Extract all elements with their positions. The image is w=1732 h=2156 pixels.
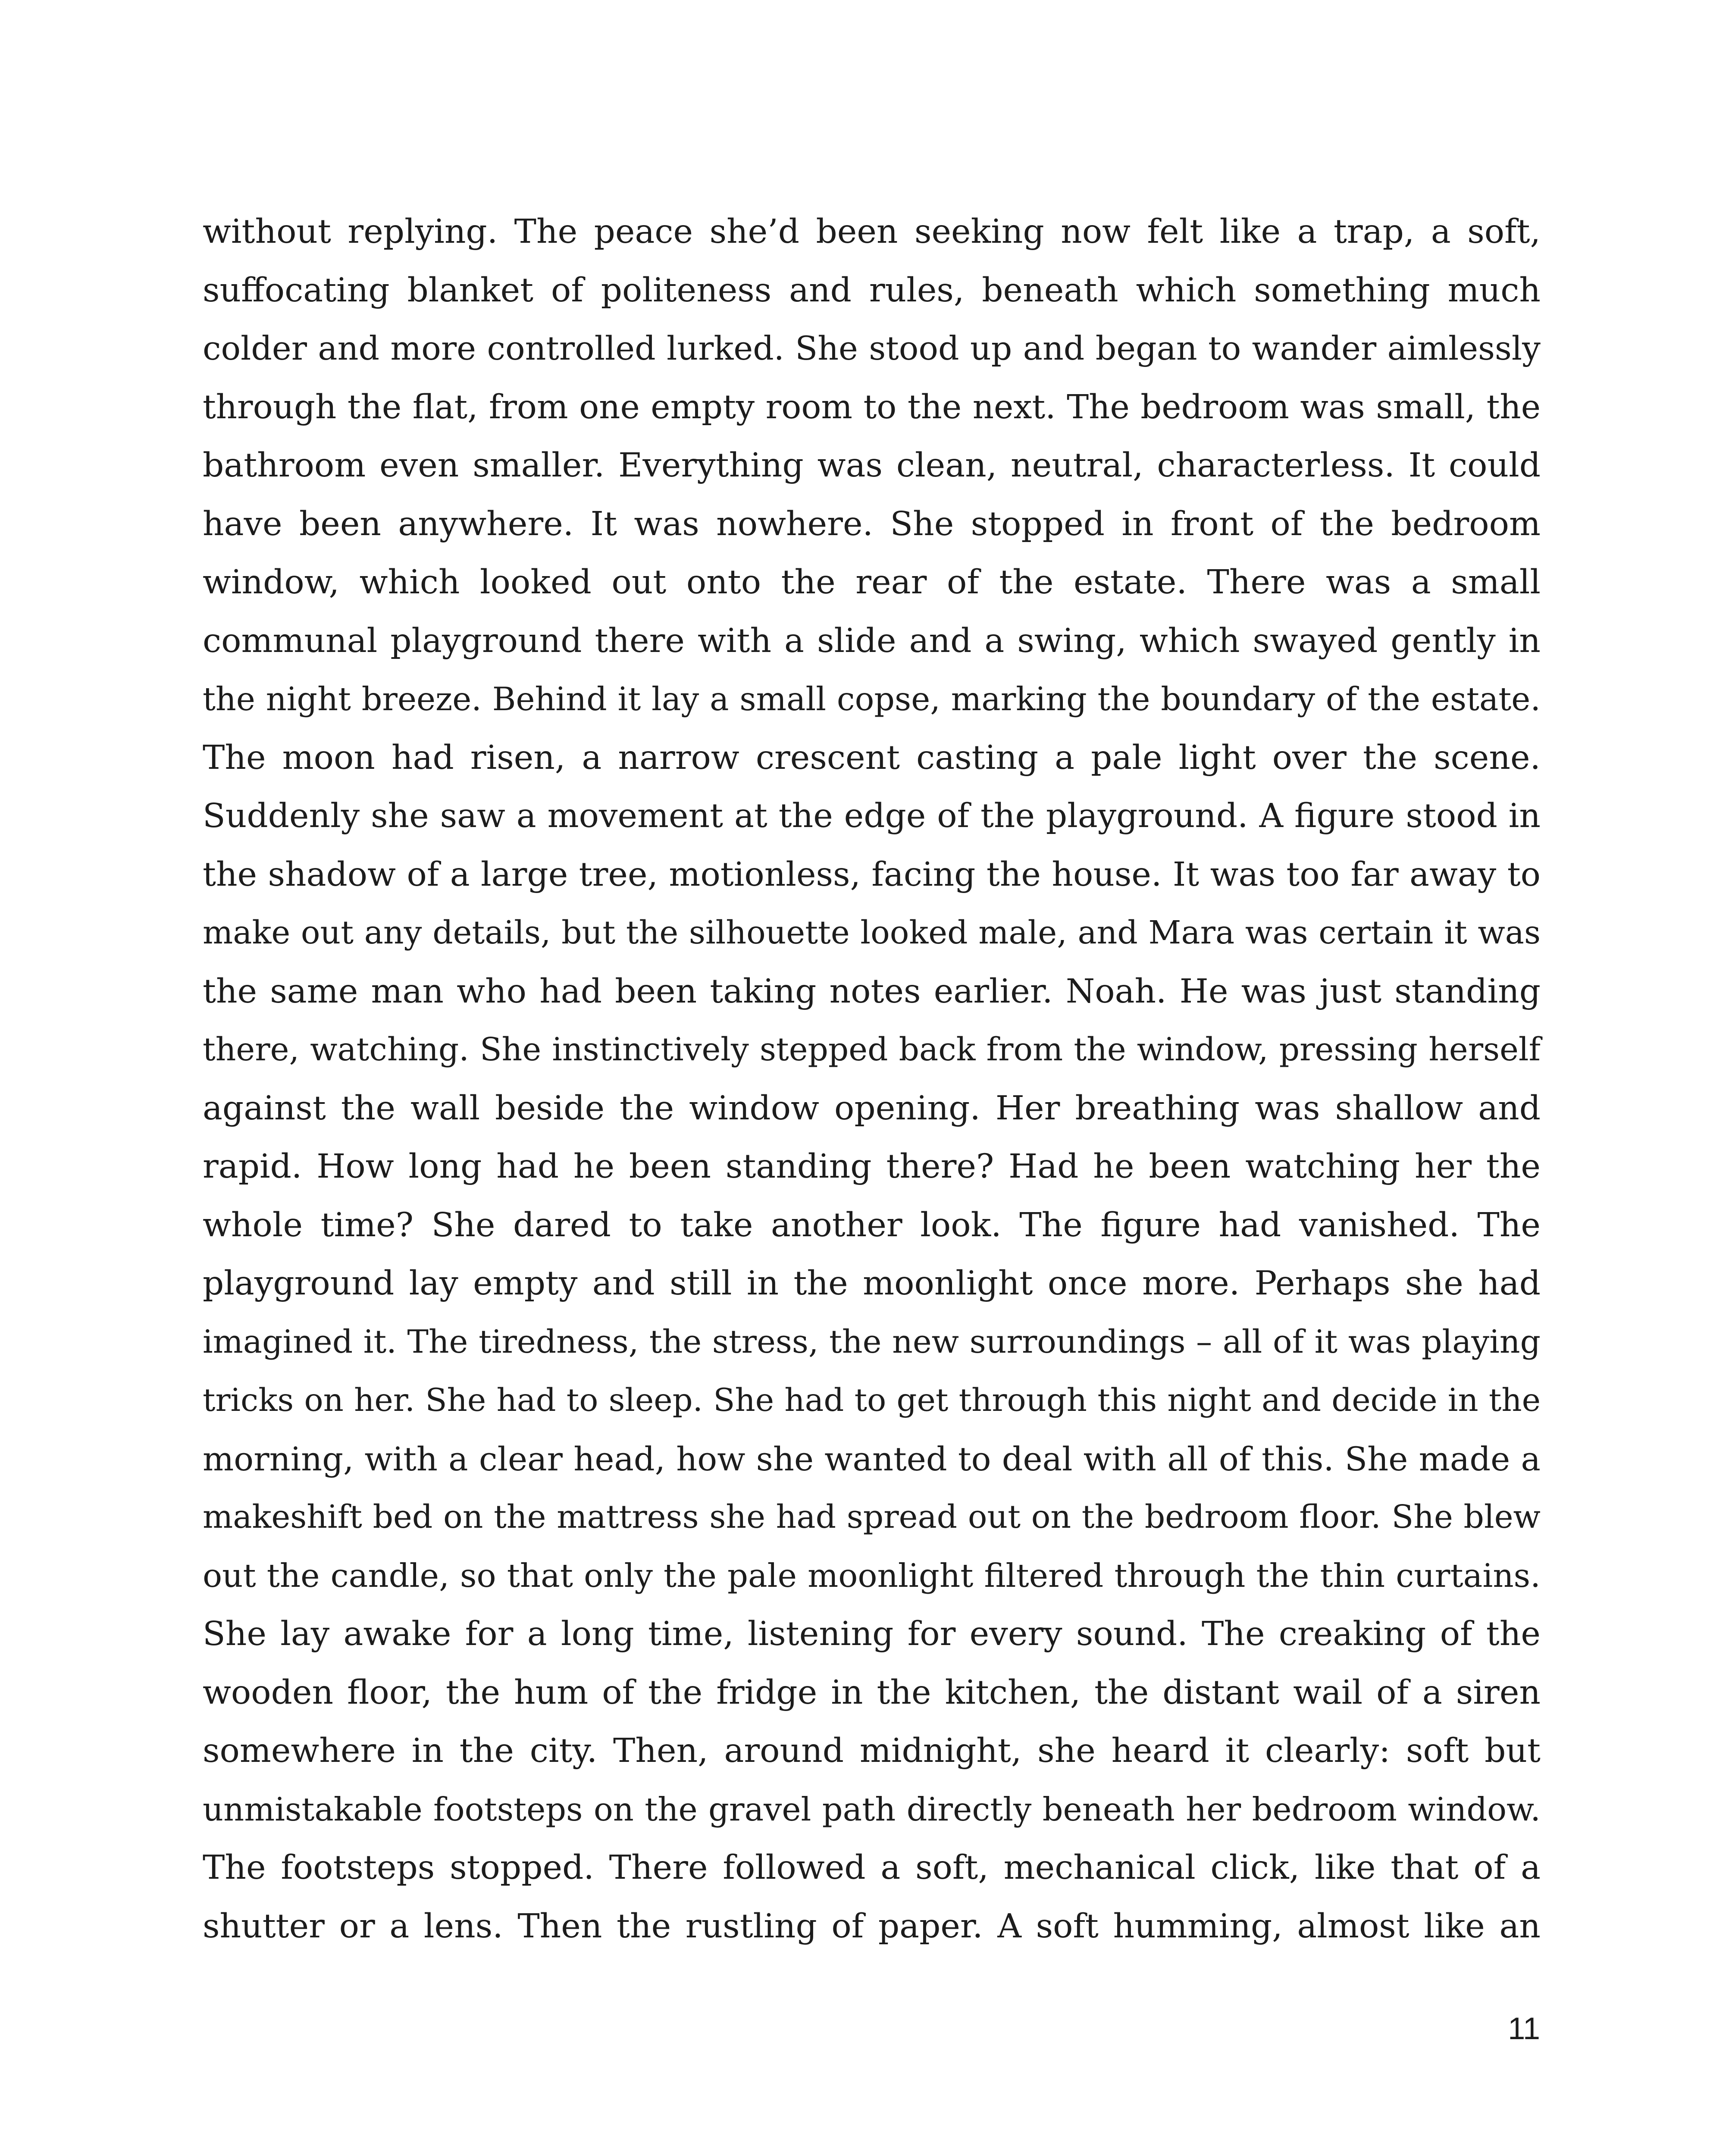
text-line: suffocating blanket of politeness and rules, beneath which something much <box>203 271 1541 310</box>
text-line: without replying. The peace she’d been seeking now felt like a trap, a soft, <box>203 213 1541 251</box>
text-line: make out any details, but the silhouette looked male, and Mara was certain it was <box>203 914 1541 951</box>
text-line: window, which looked out onto the rear of the estate. There was a small <box>203 563 1541 602</box>
page-number: 11 <box>1508 2012 1540 2046</box>
text-line: bathroom even smaller. Everything was clean, neutral, characterless. It could <box>203 446 1541 485</box>
text-line: the night breeze. Behind it lay a small copse, marking the boundary of the estate. <box>203 680 1541 718</box>
text-line: there, watching. She instinctively stepped back from the window, pressing herself <box>203 1031 1541 1068</box>
text-line: out the candle, so that only the pale moonlight filtered through the thin curtains. <box>203 1556 1541 1595</box>
text-line: Suddenly she saw a movement at the edge of the playground. A figure stood in <box>203 797 1541 835</box>
body-paragraph <box>203 203 1541 1955</box>
text-line: the shadow of a large tree, motionless, facing the house. It was too far away to <box>203 855 1541 894</box>
text-line: imagined it. The tiredness, the stress, the new surroundings – all of it was playing <box>203 1323 1541 1360</box>
text-line: whole time? She dared to take another look. The figure had vanished. The <box>203 1206 1541 1244</box>
text-line: have been anywhere. It was nowhere. She stopped in front of the bedroom <box>203 505 1541 543</box>
text-line: tricks on her. She had to sleep. She had to get through this night and decide in the <box>203 1382 1541 1419</box>
text-line: makeshift bed on the mattress she had spread out on the bedroom floor. She blew <box>203 1498 1541 1536</box>
text-line: morning, with a clear head, how she wanted to deal with all of this. She made a <box>203 1439 1541 1478</box>
text-line: colder and more controlled lurked. She stood up and began to wander aimlessly <box>203 329 1541 367</box>
text-line: communal playground there with a slide and a swing, which swayed gently in <box>203 621 1541 660</box>
text-line: the same man who had been taking notes earlier. Noah. He was just standing <box>203 972 1541 1011</box>
text-line: The footsteps stopped. There followed a soft, mechanical click, like that of a <box>203 1849 1541 1887</box>
text-line: She lay awake for a long time, listening for every sound. The creaking of the <box>203 1615 1541 1653</box>
text-line: somewhere in the city. Then, around midnight, she heard it clearly: soft but <box>203 1732 1541 1770</box>
text-line: rapid. How long had he been standing there? Had he been watching her the <box>203 1147 1541 1186</box>
text-line: wooden floor, the hum of the fridge in the kitchen, the distant wail of a siren <box>203 1673 1541 1712</box>
text-line: The moon had risen, a narrow crescent casting a pale light over the scene. <box>203 738 1541 777</box>
text-line: against the wall beside the window opening. Her breathing was shallow and <box>203 1089 1541 1128</box>
text-line: playground lay empty and still in the moonlight once more. Perhaps she had <box>203 1264 1541 1303</box>
text-line: unmistakable footsteps on the gravel path directly beneath her bedroom window. <box>203 1790 1541 1828</box>
text-line: through the flat, from one empty room to the next. The bedroom was small, the <box>203 388 1541 426</box>
text-line: shutter or a lens. Then the rustling of paper. A soft humming, almost like an <box>203 1907 1541 1946</box>
